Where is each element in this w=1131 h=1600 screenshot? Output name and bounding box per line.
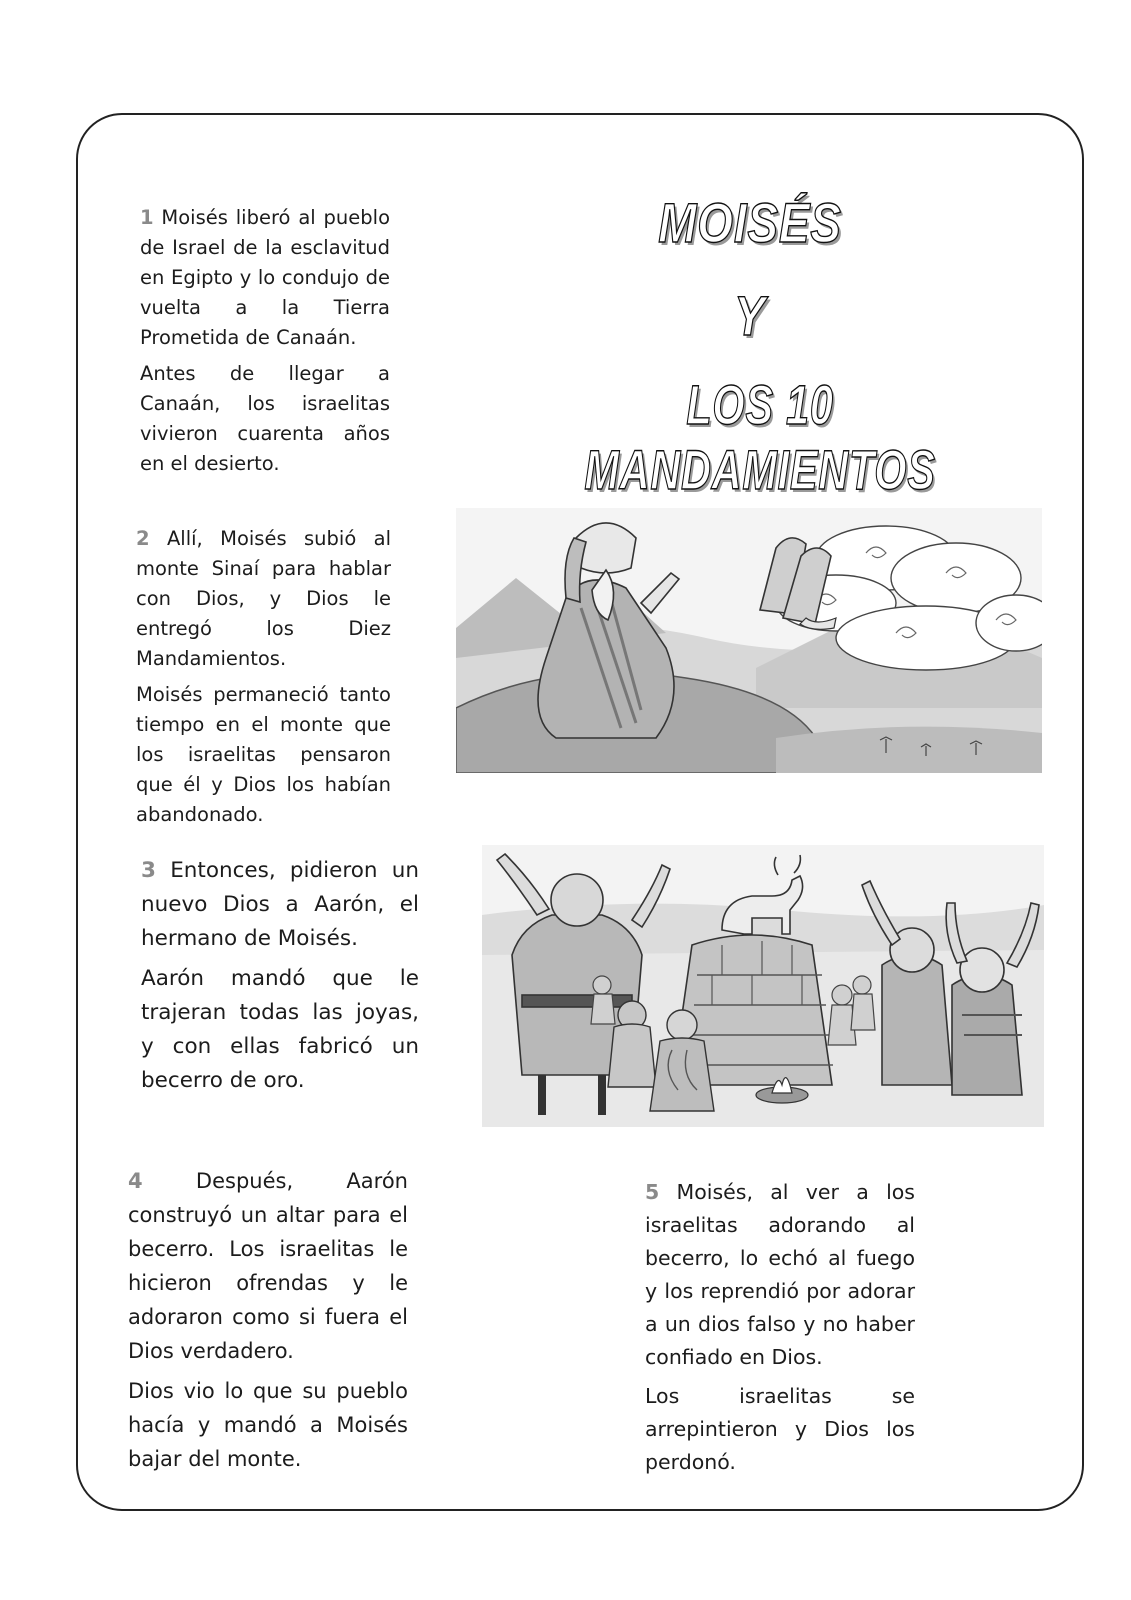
section-number: 3: [141, 858, 156, 883]
section-paragraph: Moisés permaneció tanto tiempo en el monte que los israelitas pensaron que él y Dios los habían abandonado.: [136, 683, 391, 826]
section-paragraph: Allí, Moisés subió al monte Sinaí para hablar con Dios, y Dios le entregó los Diez Mandamientos.: [136, 527, 391, 670]
title-line-3: LOS 10 MANDAMIENTOS: [584, 373, 936, 501]
golden-calf-worship-illustration: [482, 845, 1044, 1127]
section-paragraph: Moisés, al ver a los israelitas adorando al becerro, lo echó al fuego y los reprendió por adorar a un dios falso y no haber confiado en Dios.: [645, 1180, 915, 1369]
section-number: 4: [128, 1169, 143, 1193]
section-number: 2: [136, 527, 150, 550]
section-paragraph: Entonces, pidieron un nuevo Dios a Aarón, el hermano de Moisés.: [141, 858, 419, 951]
section-paragraph: Después, Aarón construyó un altar para el becerro. Los israelitas le hicieron ofrendas y le adoraron como si fuera el Dios verdadero.: [128, 1169, 408, 1363]
title-line-1: MOISÉS: [658, 191, 842, 254]
section-4: [128, 1164, 408, 1482]
section-paragraph: Antes de llegar a Canaán, los israelitas vivieron cuarenta años en el desierto.: [140, 362, 390, 475]
title-line-2: Y: [734, 284, 766, 347]
moses-receiving-tablets-illustration: [456, 508, 1042, 773]
section-1: [140, 203, 390, 485]
section-number: 1: [140, 206, 154, 229]
section-3: [141, 854, 419, 1104]
section-paragraph: Dios vio lo que su pueblo hacía y mandó a Moisés bajar del monte.: [128, 1379, 408, 1471]
section-2: [136, 524, 391, 836]
section-paragraph: Aarón mandó que le trajeran todas las joyas, y con ellas fabricó un becerro de oro.: [141, 966, 419, 1093]
section-paragraph: Moisés liberó al pueblo de Israel de la esclavitud en Egipto y lo condujo de vuelta a la Tierra Prometida de Canaán.: [140, 206, 390, 349]
section-paragraph: Los israelitas se arrepintieron y Dios los perdonó.: [645, 1384, 915, 1474]
section-5: [645, 1176, 915, 1485]
section-number: 5: [645, 1180, 660, 1204]
